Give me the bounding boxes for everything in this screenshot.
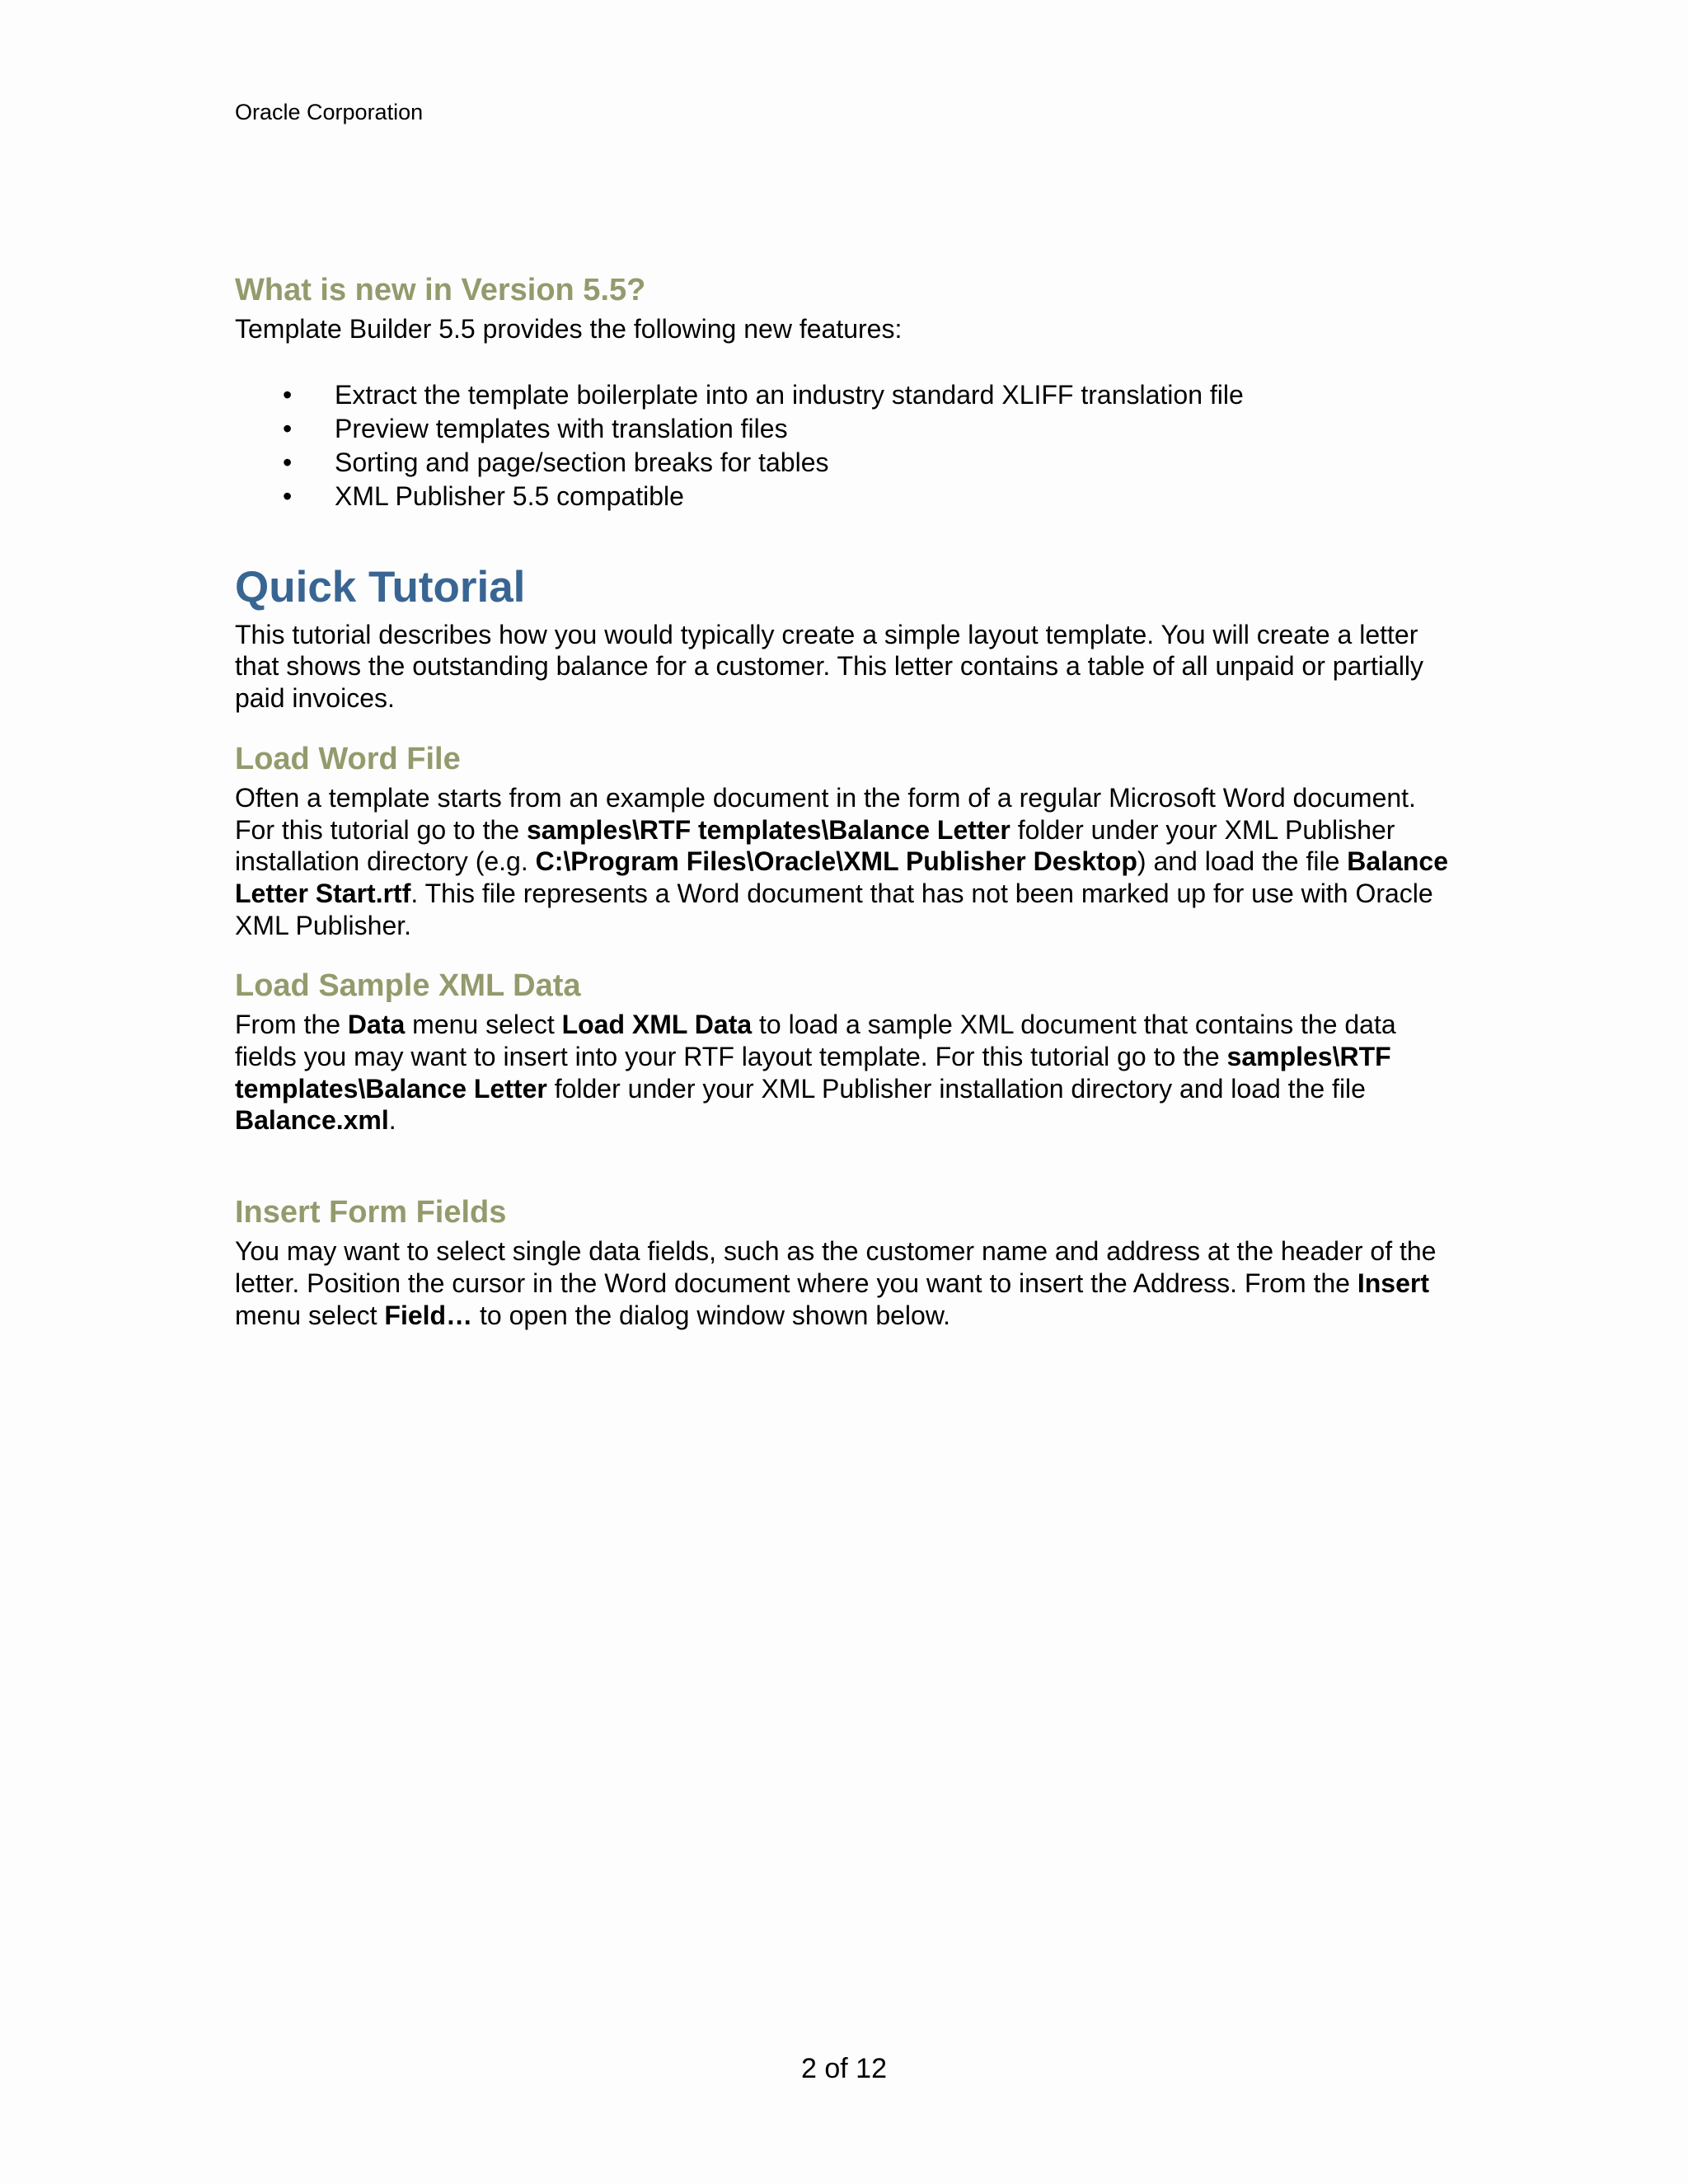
load-xml-heading: Load Sample XML Data bbox=[235, 968, 581, 1004]
load-xml-paragraph: From the Data menu select Load XML Data to load a sample XML document that contains the data fields you may want to insert into your RTF layout template. For this tutorial go to the samples\RTF templates\Balance Letter folder under your XML Publisher installation directory and load the file Balance.xml. bbox=[235, 1010, 1396, 1136]
list-item bbox=[235, 480, 1455, 513]
bullet-icon: • bbox=[283, 379, 293, 410]
feature-list bbox=[235, 378, 1455, 513]
tutorial-intro: This tutorial describes how you would typically create a simple layout template. You will create a letter that shows the outstanding balance for a customer. This letter contains a table of all unpaid or partially paid invoices. bbox=[235, 619, 1424, 714]
list-item bbox=[235, 412, 1455, 446]
page-number: 2 of 12 bbox=[801, 2053, 887, 2084]
list-item bbox=[235, 446, 1455, 480]
list-item bbox=[235, 378, 1455, 412]
running-header: Oracle Corporation bbox=[235, 100, 424, 124]
list-item-text: Sorting and page/section breaks for tables bbox=[335, 447, 829, 477]
whats-new-heading: What is new in Version 5.5? bbox=[235, 273, 646, 307]
insert-fields-paragraph: You may want to select single data fields, such as the customer name and address at the header of the letter. Position the cursor in the Word document where you want to insert the Address. From the Insert menu select Field… to open the dialog window shown below. bbox=[235, 1236, 1437, 1330]
tutorial-heading: Quick Tutorial bbox=[235, 562, 526, 612]
list-item-text: Preview templates with translation files bbox=[335, 413, 788, 443]
insert-fields-heading: Insert Form Fields bbox=[235, 1195, 507, 1230]
bullet-icon: • bbox=[283, 447, 293, 477]
list-item-text: Extract the template boilerplate into an industry standard XLIFF translation file bbox=[335, 379, 1244, 410]
load-word-heading: Load Word File bbox=[235, 741, 461, 776]
bullet-icon: • bbox=[283, 413, 293, 443]
page-content bbox=[235, 270, 1455, 1331]
whats-new-intro: Template Builder 5.5 provides the following new features: bbox=[235, 314, 903, 344]
load-word-paragraph: Often a template starts from an example document in the form of a regular Microsoft Word document. For this tutorial go to the samples\RTF templates\Balance Letter folder under your XML Publisher installation directory (e.g. C:\Program Files\Oracle\XML Publisher Desktop) and load the file Balance Letter Start.rtf. This file represents a Word document that has not been marked up for use with Oracle XML Publisher. bbox=[235, 782, 1449, 940]
bullet-icon: • bbox=[283, 480, 293, 511]
list-item-text: XML Publisher 5.5 compatible bbox=[335, 480, 684, 511]
